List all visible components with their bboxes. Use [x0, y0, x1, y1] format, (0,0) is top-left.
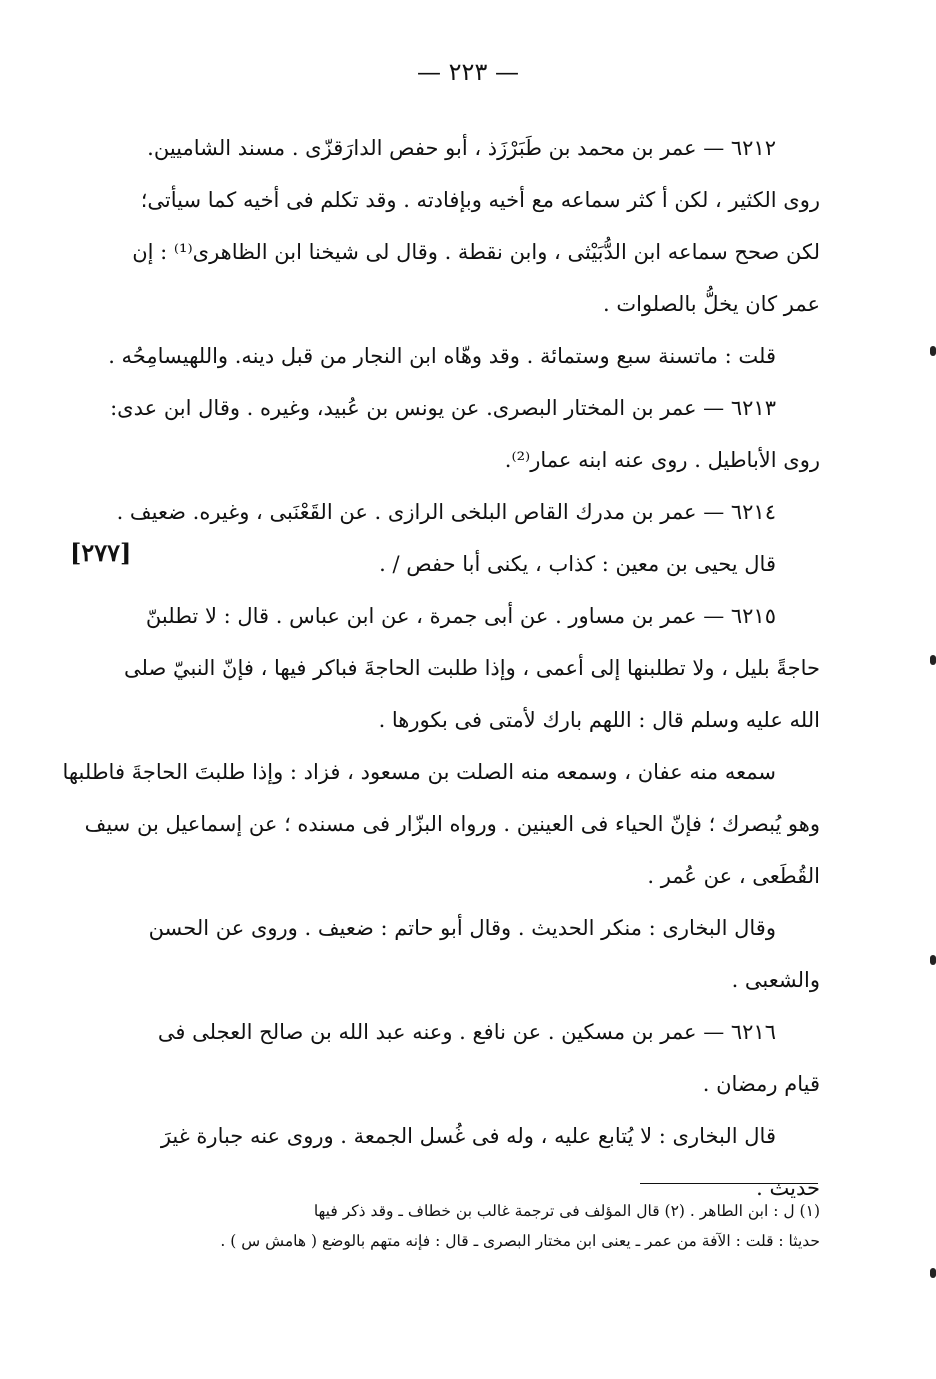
entry-6213	[110, 382, 820, 486]
footnote-divider	[640, 1183, 818, 1184]
page-number: — ٢٢٣ —	[417, 58, 519, 86]
entry-6214	[116, 486, 820, 590]
entry-6215	[62, 590, 820, 1006]
text-line: وقال البخارى : منكر الحديث . وقال أبو حاتم : ضعيف . وروى عن الحسن	[148, 916, 776, 940]
text-line: حديث .	[756, 1176, 820, 1200]
binding-mark	[930, 655, 936, 665]
text-line: لكن صحح سماعه ابن الدُّبَيْثى ، وابن نقطة . وقال لى شيخنا ابن الظاهرى⁽¹⁾ : إن	[132, 240, 820, 264]
entry-6212	[108, 122, 820, 382]
text-line: الله عليه وسلم قال : اللهم بارك لأمتى فى بكورها .	[378, 708, 820, 732]
text-line: حاجةً بليل ، ولا تطلبنها إلى أعمى ، وإذا طلبت الحاجةَ فباكر فيها ، فإنّ النبيّ صلى	[123, 656, 820, 680]
text-line: عمر كان يخلُّ بالصلوات .	[602, 292, 820, 316]
text-line: ٦٢١٣ — عمر بن المختار البصرى. عن يونس بن عُبيد، وغيره . وقال ابن عدى:	[110, 396, 776, 420]
text-line: روى الكثير ، لكن أ كثر سماعه مع أخيه وبإفادته . وقد تكلم فى أخيه كما سيأتى؛	[140, 188, 820, 212]
text-line: قال يحيى بن معين : كذاب ، يكنى أبا حفص / .	[379, 552, 776, 576]
binding-mark	[930, 1268, 936, 1278]
text-line: ٦٢١٥ — عمر بن مساور . عن أبى جمرة ، عن ابن عباس . قال : لا تطلبنّ	[145, 604, 776, 628]
binding-mark	[930, 346, 936, 356]
binding-mark	[930, 955, 936, 965]
text-line: قيام رمضان .	[702, 1072, 820, 1096]
margin-page-reference: [٢٧٧]	[70, 538, 132, 567]
text-line: ٦٢١٢ — عمر بن محمد بن طَبَرْزَذ ، أبو حفص الدارَقزّى . مسند الشاميين.	[147, 136, 776, 160]
text-line: قال البخارى : لا يُتابع عليه ، وله فى غُسل الجمعة . وروى عنه جبارة غيرَ	[160, 1124, 776, 1148]
text-line: والشعبى .	[731, 968, 820, 992]
footnotes	[140, 1196, 820, 1256]
text-line: وهو يُبصرك ؛ فإنّ الحياء فى العينين . ورواه البزّار فى مسنده ؛ عن إسماعيل بن سيف	[84, 812, 820, 836]
text-line: ٦٢١٦ — عمر بن مسكين . عن نافع . وعنه عبد الله بن صالح العجلى فى	[157, 1020, 776, 1044]
text-line: ٦٢١٤ — عمر بن مدرك القاص البلخى الرازى . عن القَعْنَبى ، وغيره. ضعيف .	[116, 500, 776, 524]
text-line: القُطَعى ، عن عُمر .	[647, 864, 820, 888]
text-line: قلت : ماتسنة سبع وستمائة . وقد وهّاه ابن النجار من قبل دينه. واللهيسامِحُه .	[108, 344, 776, 368]
footnote-line: (١) ل : ابن الطاهر . (٢) قال المؤلف فى ترجمة غالب بن خطاف ـ وقد ذكر فيها	[313, 1202, 820, 1220]
text-line: سمعه منه عفان ، وسمعه منه الصلت بن مسعود ، فزاد : وإذا طلبتَ الحاجةَ فاطلبها	[62, 760, 776, 784]
text-line: روى الأباطيل . روى عنه ابنه عمار⁽²⁾.	[504, 448, 820, 472]
footnote-line: حديثا : قلت : الآفة من عمر ـ يعنى ابن مختار البصرى ـ قال : فإنه متهم بالوضع ( هامش س ) .	[220, 1232, 820, 1250]
